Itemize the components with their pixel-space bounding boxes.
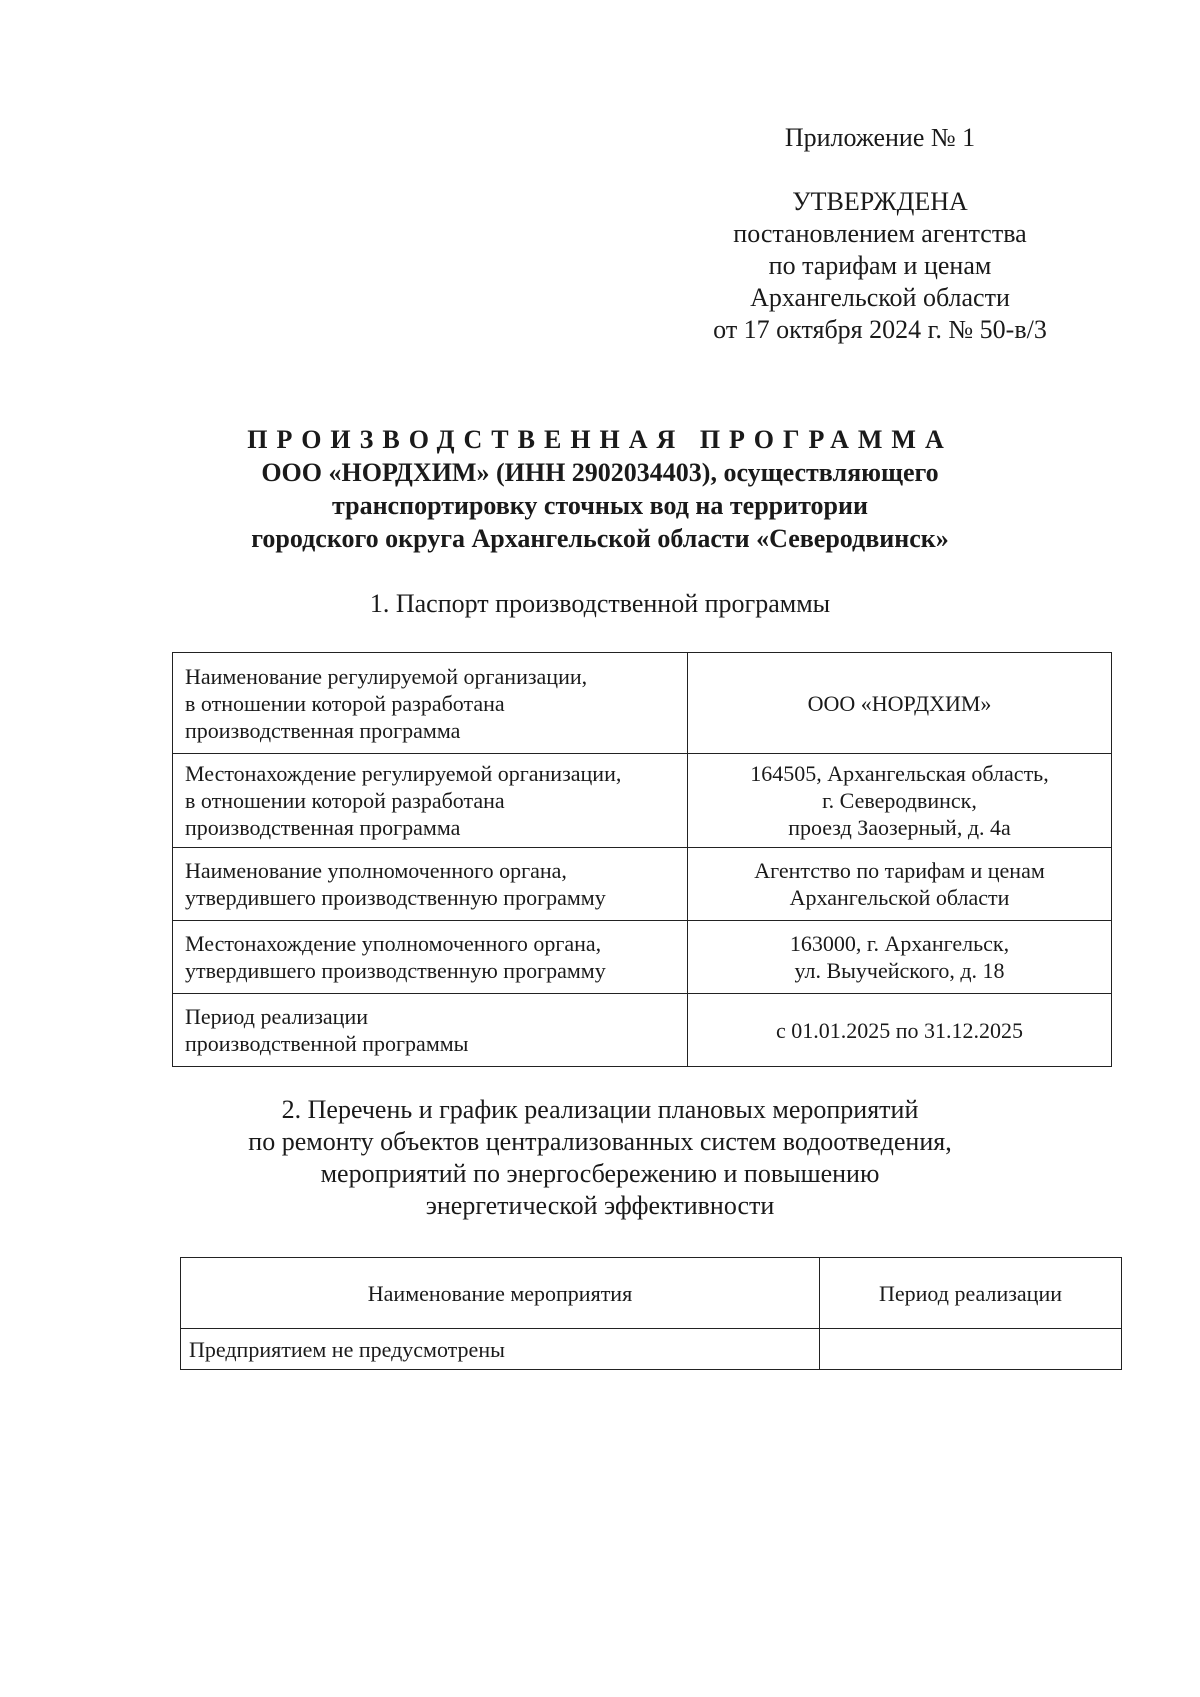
cell-text: в отношении которой разработана [185, 788, 505, 813]
section2-heading [100, 1094, 1100, 1222]
cell-text: производственная программа [185, 815, 461, 840]
approval-line: по тарифам и ценам [768, 251, 992, 280]
passport-value-cell [688, 921, 1112, 994]
event-period-cell [820, 1329, 1122, 1370]
table-header-row [181, 1258, 1122, 1329]
cell-text: Период реализации [185, 1004, 369, 1029]
title-line: транспортировку сточных вод на территории [332, 491, 868, 520]
heading-line: по ремонту объектов централизованных систем водоотведения, [248, 1127, 952, 1156]
passport-value-cell [688, 754, 1112, 848]
cell-text: в отношении которой разработана [185, 690, 505, 716]
event-name-cell: Предприятием не предусмотрены [181, 1329, 820, 1370]
passport-label-cell [173, 653, 688, 754]
heading-line: мероприятий по энергосбережению и повышению [320, 1159, 880, 1188]
cell-text: производственной программы [185, 1031, 469, 1056]
table-row [173, 848, 1112, 921]
document-title [100, 423, 1100, 555]
cell-text: проезд Заозерный, д. 4а [788, 815, 1011, 840]
title-line: ООО «НОРДХИМ» (ИНН 2902034403), осуществляющего [261, 458, 939, 487]
approval-line: УТВЕРЖДЕНА [792, 187, 968, 216]
cell-text: Наименование уполномоченного органа, [185, 858, 567, 883]
cell-text: Наименование регулируемой организации, [185, 663, 588, 689]
cell-text: Архангельской области [789, 885, 1010, 910]
cell-text: производственная программа [185, 717, 461, 743]
heading-line: 2. Перечень и график реализации плановых мероприятий [281, 1095, 919, 1124]
approval-line: постановлением агентства [733, 219, 1027, 248]
table-row [173, 754, 1112, 848]
title-line: ПРОИЗВОДСТВЕННАЯ ПРОГРАММА [247, 425, 953, 454]
approval-block [680, 186, 1080, 346]
cell-text: 164505, Архангельская область, [750, 761, 1049, 786]
passport-value-cell [688, 848, 1112, 921]
passport-value-cell [688, 653, 1112, 754]
cell-text: утвердившего производственную программу [185, 958, 606, 983]
passport-label-cell [173, 994, 688, 1067]
column-header-period: Период реализации [820, 1258, 1122, 1329]
cell-text: ООО «НОРДХИМ» [807, 690, 992, 716]
title-line: городского округа Архангельской области «Северодвинск» [251, 524, 949, 553]
passport-label-cell [173, 921, 688, 994]
table-row [173, 653, 1112, 754]
approval-line: от 17 октября 2024 г. № 50-в/3 [713, 315, 1047, 344]
cell-text: Местонахождение регулируемой организации, [185, 761, 622, 786]
approval-line: Архангельской области [750, 283, 1010, 312]
cell-text: ул. Выучейского, д. 18 [794, 958, 1005, 983]
table-row [173, 994, 1112, 1067]
heading-line: энергетической эффективности [425, 1191, 775, 1220]
cell-text: Агентство по тарифам и ценам [754, 858, 1045, 883]
table-row [173, 921, 1112, 994]
cell-text: Местонахождение уполномоченного органа, [185, 931, 602, 956]
passport-value-cell [688, 994, 1112, 1067]
annex-number: Приложение № 1 [784, 123, 976, 152]
cell-text: г. Северодвинск, [822, 788, 977, 813]
events-table [180, 1257, 1122, 1370]
column-header-event-name: Наименование мероприятия [181, 1258, 820, 1329]
passport-label-cell [173, 848, 688, 921]
section1-heading: 1. Паспорт производственной программы [369, 589, 831, 618]
passport-table [172, 652, 1112, 1067]
cell-text: 163000, г. Архангельск, [789, 931, 1010, 956]
cell-text: с 01.01.2025 по 31.12.2025 [775, 1017, 1024, 1043]
passport-label-cell [173, 754, 688, 848]
table-row [181, 1329, 1122, 1370]
cell-text: утвердившего производственную программу [185, 885, 606, 910]
